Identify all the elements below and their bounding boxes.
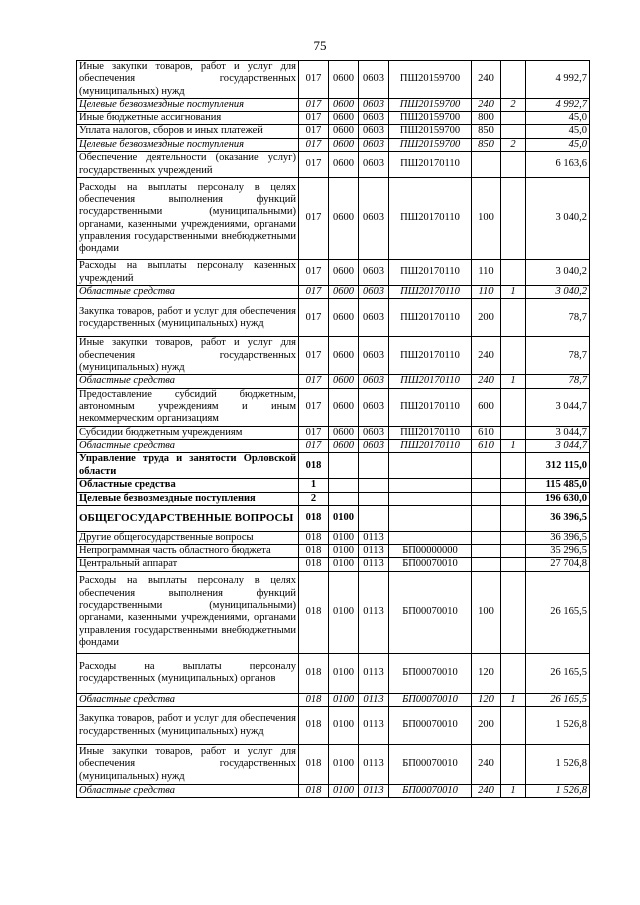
- row-section-code: 0600: [329, 299, 359, 337]
- row-expense-type: 200: [472, 299, 501, 337]
- row-section-code: 0600: [329, 152, 359, 178]
- row-expense-type: 200: [472, 707, 501, 745]
- row-section-code: 0100: [329, 558, 359, 571]
- row-name: Областные средства: [77, 785, 299, 798]
- row-name: Другие общегосударственные вопросы: [77, 531, 299, 544]
- row-target-code: БП00070010: [389, 558, 472, 571]
- row-admin-code: 018: [299, 531, 329, 544]
- row-section-code: 0600: [329, 426, 359, 439]
- row-amount: 1 526,8: [526, 745, 590, 785]
- row-funding-source: [501, 453, 526, 479]
- row-funding-source: [501, 388, 526, 426]
- row-expense-type: 610: [472, 439, 501, 452]
- row-section-code: 0100: [329, 785, 359, 798]
- row-admin-code: 017: [299, 178, 329, 260]
- row-admin-code: 017: [299, 112, 329, 125]
- row-expense-type: [472, 505, 501, 531]
- row-section-code: 0600: [329, 388, 359, 426]
- row-name: Иные закупки товаров, работ и услуг для обеспечения государственных (муниципальных) нужд: [77, 745, 299, 785]
- row-admin-code: 017: [299, 260, 329, 286]
- row-admin-code: 017: [299, 337, 329, 375]
- row-target-code: ПШ20170110: [389, 388, 472, 426]
- row-section-code: [329, 453, 359, 479]
- row-funding-source: [501, 653, 526, 693]
- row-amount: 3 040,2: [526, 178, 590, 260]
- row-expense-type: 850: [472, 125, 501, 138]
- row-target-code: ПШ20170110: [389, 439, 472, 452]
- row-section-code: 0100: [329, 745, 359, 785]
- row-subsection-code: 0113: [359, 707, 389, 745]
- row-target-code: БП00070010: [389, 571, 472, 653]
- row-expense-type: 100: [472, 178, 501, 260]
- row-expense-type: 240: [472, 98, 501, 111]
- row-name: Центральный аппарат: [77, 558, 299, 571]
- row-amount: 115 485,0: [526, 479, 590, 492]
- row-funding-source: 1: [501, 785, 526, 798]
- row-name: Областные средства: [77, 693, 299, 706]
- row-amount: 312 115,0: [526, 453, 590, 479]
- row-name: ОБЩЕГОСУДАРСТВЕННЫЕ ВОПРОСЫ: [77, 505, 299, 531]
- row-section-code: [329, 479, 359, 492]
- row-admin-code: 017: [299, 61, 329, 99]
- row-subsection-code: [359, 505, 389, 531]
- row-amount: 4 992,7: [526, 98, 590, 111]
- row-admin-code: 017: [299, 426, 329, 439]
- table-row: [77, 558, 590, 571]
- row-expense-type: [472, 558, 501, 571]
- row-expense-type: 240: [472, 785, 501, 798]
- row-admin-code: 017: [299, 375, 329, 388]
- table-row: [77, 61, 590, 99]
- table-row: [77, 125, 590, 138]
- row-funding-source: [501, 558, 526, 571]
- row-funding-source: [501, 260, 526, 286]
- row-expense-type: 240: [472, 61, 501, 99]
- row-name: Областные средства: [77, 286, 299, 299]
- row-target-code: ПШ20170110: [389, 178, 472, 260]
- row-funding-source: 2: [501, 98, 526, 111]
- row-expense-type: 800: [472, 112, 501, 125]
- table-row: [77, 299, 590, 337]
- row-target-code: ПШ20159700: [389, 138, 472, 151]
- row-funding-source: [501, 745, 526, 785]
- row-amount: 3 044,7: [526, 426, 590, 439]
- row-funding-source: 2: [501, 138, 526, 151]
- row-amount: 26 165,5: [526, 571, 590, 653]
- row-admin-code: 017: [299, 138, 329, 151]
- row-admin-code: 018: [299, 571, 329, 653]
- row-name: Целевые безвозмездные поступления: [77, 98, 299, 111]
- row-amount: 45,0: [526, 138, 590, 151]
- row-section-code: 0100: [329, 505, 359, 531]
- row-target-code: [389, 453, 472, 479]
- row-expense-type: 240: [472, 375, 501, 388]
- row-amount: 78,7: [526, 337, 590, 375]
- row-section-code: 0600: [329, 178, 359, 260]
- row-subsection-code: 0113: [359, 745, 389, 785]
- row-section-code: 0600: [329, 375, 359, 388]
- row-name: Расходы на выплаты персоналу казенных учреждений: [77, 260, 299, 286]
- table-row: [77, 178, 590, 260]
- row-section-code: [329, 492, 359, 505]
- row-funding-source: [501, 505, 526, 531]
- row-admin-code: 017: [299, 125, 329, 138]
- row-target-code: [389, 531, 472, 544]
- row-target-code: ПШ20159700: [389, 112, 472, 125]
- page-number: 75: [313, 38, 327, 53]
- row-expense-type: 240: [472, 337, 501, 375]
- row-target-code: [389, 505, 472, 531]
- row-target-code: ПШ20170110: [389, 375, 472, 388]
- row-name: Расходы на выплаты персоналу в целях обеспечения выполнения функций государственными (муниципальными) органами, казенными учреждениями, органами управления государственными внебюджетными фондами: [77, 571, 299, 653]
- row-target-code: БП00070010: [389, 693, 472, 706]
- row-target-code: ПШ20170110: [389, 152, 472, 178]
- row-amount: 45,0: [526, 112, 590, 125]
- row-name: Расходы на выплаты персоналу государственных (муниципальных) органов: [77, 653, 299, 693]
- row-name: Иные закупки товаров, работ и услуг для обеспечения государственных (муниципальных) нужд: [77, 61, 299, 99]
- row-section-code: 0600: [329, 138, 359, 151]
- row-amount: 26 165,5: [526, 693, 590, 706]
- row-name: Закупка товаров, работ и услуг для обеспечения государственных (муниципальных) нужд: [77, 707, 299, 745]
- row-amount: 3 040,2: [526, 286, 590, 299]
- row-target-code: [389, 492, 472, 505]
- table-row: [77, 707, 590, 745]
- row-expense-type: [472, 453, 501, 479]
- row-admin-code: 2: [299, 492, 329, 505]
- row-funding-source: [501, 152, 526, 178]
- row-funding-source: [501, 531, 526, 544]
- row-section-code: 0600: [329, 286, 359, 299]
- row-funding-source: 1: [501, 286, 526, 299]
- row-subsection-code: 0603: [359, 388, 389, 426]
- row-target-code: БП00070010: [389, 785, 472, 798]
- row-subsection-code: 0603: [359, 286, 389, 299]
- row-target-code: [389, 479, 472, 492]
- row-amount: 6 163,6: [526, 152, 590, 178]
- row-subsection-code: 0113: [359, 545, 389, 558]
- row-target-code: ПШ20170110: [389, 286, 472, 299]
- row-section-code: 0600: [329, 112, 359, 125]
- row-subsection-code: 0603: [359, 375, 389, 388]
- row-subsection-code: 0603: [359, 439, 389, 452]
- row-funding-source: [501, 707, 526, 745]
- row-admin-code: 017: [299, 286, 329, 299]
- row-amount: 26 165,5: [526, 653, 590, 693]
- row-section-code: 0100: [329, 693, 359, 706]
- table-row: [77, 426, 590, 439]
- row-subsection-code: 0603: [359, 98, 389, 111]
- table-row: [77, 138, 590, 151]
- table-row: [77, 375, 590, 388]
- row-target-code: БП00070010: [389, 745, 472, 785]
- row-section-code: 0100: [329, 531, 359, 544]
- row-subsection-code: 0603: [359, 138, 389, 151]
- table-row: [77, 653, 590, 693]
- row-name: Обеспечение деятельности (оказание услуг) государственных учреждений: [77, 152, 299, 178]
- row-admin-code: 1: [299, 479, 329, 492]
- row-funding-source: [501, 545, 526, 558]
- row-amount: 78,7: [526, 299, 590, 337]
- table-row: [77, 337, 590, 375]
- row-target-code: ПШ20159700: [389, 61, 472, 99]
- row-funding-source: 1: [501, 693, 526, 706]
- row-name: Уплата налогов, сборов и иных платежей: [77, 125, 299, 138]
- row-subsection-code: 0603: [359, 337, 389, 375]
- budget-table: [76, 60, 590, 798]
- row-expense-type: 610: [472, 426, 501, 439]
- row-subsection-code: 0603: [359, 299, 389, 337]
- row-amount: 27 704,8: [526, 558, 590, 571]
- row-funding-source: [501, 125, 526, 138]
- row-funding-source: [501, 61, 526, 99]
- row-funding-source: [501, 492, 526, 505]
- row-subsection-code: 0603: [359, 125, 389, 138]
- row-subsection-code: 0603: [359, 178, 389, 260]
- row-target-code: ПШ20159700: [389, 125, 472, 138]
- row-amount: 1 526,8: [526, 785, 590, 798]
- row-amount: 36 396,5: [526, 531, 590, 544]
- row-section-code: 0600: [329, 260, 359, 286]
- row-funding-source: [501, 337, 526, 375]
- row-expense-type: 240: [472, 745, 501, 785]
- row-target-code: ПШ20159700: [389, 98, 472, 111]
- table-row: [77, 152, 590, 178]
- row-admin-code: 018: [299, 785, 329, 798]
- row-subsection-code: [359, 453, 389, 479]
- table-row: [77, 260, 590, 286]
- row-funding-source: [501, 299, 526, 337]
- row-expense-type: [472, 531, 501, 544]
- table-row: [77, 286, 590, 299]
- row-name: Закупка товаров, работ и услуг для обеспечения государственных (муниципальных) нужд: [77, 299, 299, 337]
- table-row: [77, 479, 590, 492]
- row-name: Иные бюджетные ассигнования: [77, 112, 299, 125]
- row-subsection-code: 0113: [359, 531, 389, 544]
- table-row: [77, 453, 590, 479]
- table-row: [77, 439, 590, 452]
- row-expense-type: 120: [472, 693, 501, 706]
- row-expense-type: [472, 545, 501, 558]
- row-funding-source: [501, 571, 526, 653]
- row-name: Управление труда и занятости Орловской области: [77, 453, 299, 479]
- row-subsection-code: 0113: [359, 653, 389, 693]
- row-subsection-code: 0603: [359, 260, 389, 286]
- table-row: [77, 693, 590, 706]
- row-admin-code: 018: [299, 453, 329, 479]
- row-name: Субсидии бюджетным учреждениям: [77, 426, 299, 439]
- row-name: Областные средства: [77, 479, 299, 492]
- table-row: [77, 388, 590, 426]
- table-row: [77, 505, 590, 531]
- row-funding-source: [501, 479, 526, 492]
- table-row: [77, 492, 590, 505]
- row-subsection-code: 0113: [359, 785, 389, 798]
- row-admin-code: 017: [299, 98, 329, 111]
- table-row: [77, 545, 590, 558]
- row-subsection-code: 0603: [359, 152, 389, 178]
- table-row: [77, 531, 590, 544]
- row-amount: 78,7: [526, 375, 590, 388]
- row-admin-code: 018: [299, 745, 329, 785]
- row-admin-code: 018: [299, 707, 329, 745]
- row-expense-type: [472, 492, 501, 505]
- row-admin-code: 018: [299, 653, 329, 693]
- row-target-code: ПШ20170110: [389, 299, 472, 337]
- row-section-code: 0600: [329, 61, 359, 99]
- row-amount: 196 630,0: [526, 492, 590, 505]
- row-expense-type: 110: [472, 260, 501, 286]
- row-funding-source: [501, 112, 526, 125]
- row-name: Иные закупки товаров, работ и услуг для обеспечения государственных (муниципальных) нужд: [77, 337, 299, 375]
- row-admin-code: 018: [299, 693, 329, 706]
- row-name: Целевые безвозмездные поступления: [77, 138, 299, 151]
- row-target-code: БП00070010: [389, 653, 472, 693]
- table-row: [77, 785, 590, 798]
- table-row: [77, 112, 590, 125]
- row-subsection-code: 0113: [359, 693, 389, 706]
- row-subsection-code: 0603: [359, 426, 389, 439]
- table-row: [77, 98, 590, 111]
- row-amount: 4 992,7: [526, 61, 590, 99]
- row-section-code: 0600: [329, 439, 359, 452]
- row-target-code: ПШ20170110: [389, 260, 472, 286]
- row-section-code: 0100: [329, 653, 359, 693]
- row-subsection-code: 0603: [359, 61, 389, 99]
- row-amount: 36 396,5: [526, 505, 590, 531]
- row-admin-code: 018: [299, 505, 329, 531]
- row-amount: 35 296,5: [526, 545, 590, 558]
- row-expense-type: 100: [472, 571, 501, 653]
- row-section-code: 0100: [329, 707, 359, 745]
- row-subsection-code: 0113: [359, 558, 389, 571]
- row-amount: 3 044,7: [526, 439, 590, 452]
- row-target-code: БП00070010: [389, 707, 472, 745]
- row-amount: 1 526,8: [526, 707, 590, 745]
- row-admin-code: 017: [299, 439, 329, 452]
- row-name: Предоставление субсидий бюджетным, автономным учреждениям и иным некоммерческим организациям: [77, 388, 299, 426]
- row-admin-code: 017: [299, 299, 329, 337]
- row-subsection-code: [359, 479, 389, 492]
- row-funding-source: [501, 426, 526, 439]
- table-body: [77, 61, 590, 798]
- row-admin-code: 018: [299, 558, 329, 571]
- row-expense-type: 600: [472, 388, 501, 426]
- row-name: Областные средства: [77, 375, 299, 388]
- row-admin-code: 018: [299, 545, 329, 558]
- row-admin-code: 017: [299, 152, 329, 178]
- row-target-code: ПШ20170110: [389, 426, 472, 439]
- row-expense-type: 120: [472, 653, 501, 693]
- row-subsection-code: 0113: [359, 571, 389, 653]
- row-section-code: 0600: [329, 98, 359, 111]
- row-expense-type: 850: [472, 138, 501, 151]
- table-row: [77, 571, 590, 653]
- row-expense-type: 110: [472, 286, 501, 299]
- row-name: Непрограммная часть областного бюджета: [77, 545, 299, 558]
- row-name: Расходы на выплаты персоналу в целях обеспечения выполнения функций государственными (муниципальными) органами, казенными учреждениями, органами управления государственными внебюджетными фондами: [77, 178, 299, 260]
- row-section-code: 0100: [329, 545, 359, 558]
- row-subsection-code: 0603: [359, 112, 389, 125]
- row-section-code: 0600: [329, 125, 359, 138]
- row-funding-source: 1: [501, 439, 526, 452]
- row-funding-source: 1: [501, 375, 526, 388]
- row-target-code: БП00000000: [389, 545, 472, 558]
- row-section-code: 0100: [329, 571, 359, 653]
- row-amount: 3 044,7: [526, 388, 590, 426]
- row-subsection-code: [359, 492, 389, 505]
- row-target-code: ПШ20170110: [389, 337, 472, 375]
- row-expense-type: [472, 479, 501, 492]
- row-expense-type: [472, 152, 501, 178]
- row-name: Областные средства: [77, 439, 299, 452]
- table-row: [77, 745, 590, 785]
- row-admin-code: 017: [299, 388, 329, 426]
- row-funding-source: [501, 178, 526, 260]
- row-section-code: 0600: [329, 337, 359, 375]
- row-name: Целевые безвозмездные поступления: [77, 492, 299, 505]
- row-amount: 45,0: [526, 125, 590, 138]
- row-amount: 3 040,2: [526, 260, 590, 286]
